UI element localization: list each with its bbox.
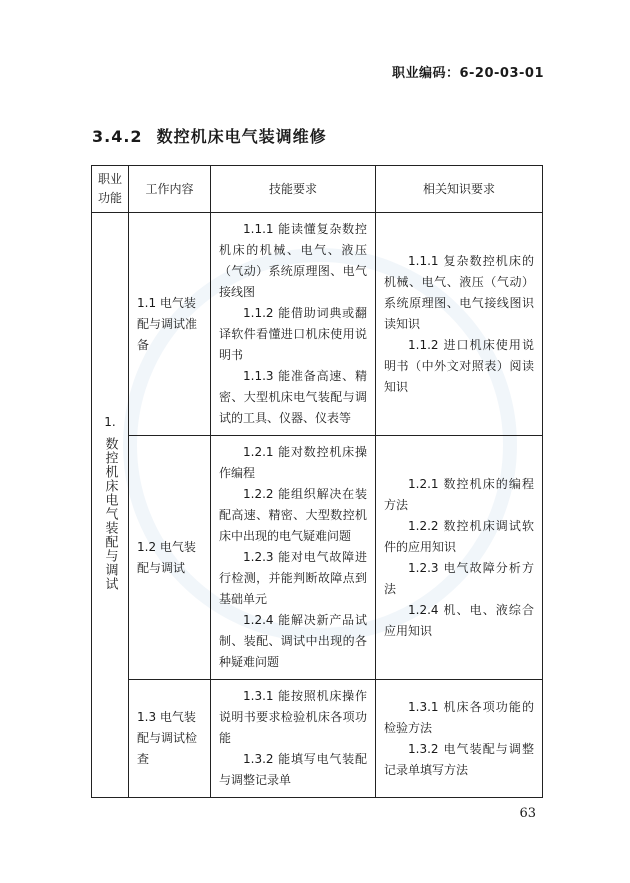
skill-item: 1.3.1 能按照机床操作说明书要求检验机床各项功能 (219, 689, 367, 745)
work-content: 1.1 电气装配与调试准备 (129, 213, 211, 436)
knowledge-cell (376, 680, 543, 798)
skill-item: 1.1.1 能读懂复杂数控机床的机械、电气、液压（气动）系统原理图、电气接线图 (219, 222, 367, 299)
header-skills: 技能要求 (211, 166, 376, 213)
skill-item: 1.2.1 能对数控机床操作编程 (219, 445, 367, 480)
table-row (92, 213, 543, 436)
skill-item: 1.2.3 能对电气故障进行检测，并能判断故障点到基础单元 (219, 550, 367, 606)
knowledge-item: 1.1.1 复杂数控机床的机械、电气、液压（气动）系统原理图、电气接线图识读知识 (384, 253, 534, 331)
function-cell (92, 213, 129, 798)
knowledge-item: 1.2.3 电气故障分析方法 (384, 560, 534, 596)
section-number: 3.4.2 (92, 127, 143, 146)
page-number: 63 (519, 806, 536, 821)
table-row (92, 436, 543, 680)
knowledge-cell (376, 436, 543, 680)
skill-item: 1.1.2 能借助词典或翻译软件看懂进口机床使用说明书 (219, 306, 367, 362)
skill-item: 1.3.2 能填写电气装配与调整记录单 (219, 752, 367, 787)
skills-cell (211, 213, 376, 436)
knowledge-item: 1.2.1 数控机床的编程方法 (384, 476, 534, 512)
header-knowledge: 相关知识要求 (376, 166, 543, 213)
knowledge-item: 1.1.2 进口机床使用说明书（中外文对照表）阅读知识 (384, 337, 534, 394)
work-content: 1.3 电气装配与调试检查 (129, 680, 211, 798)
section-heading (92, 124, 327, 147)
skills-cell (211, 680, 376, 798)
table-row (92, 680, 543, 798)
skills-cell (211, 436, 376, 680)
knowledge-item: 1.2.2 数控机床调试软件的应用知识 (384, 518, 534, 554)
knowledge-item: 1.3.2 电气装配与调整记录单填写方法 (384, 741, 534, 777)
knowledge-item: 1.3.1 机床各项功能的检验方法 (384, 699, 534, 735)
function-name: 数控机床电气装配与调试 (102, 437, 118, 591)
skill-item: 1.2.4 能解决新产品试制、装配、调试中出现的各种疑难问题 (219, 613, 367, 669)
skill-item: 1.2.2 能组织解决在装配高速、精密、大型数控机床中出现的电气疑难问题 (219, 487, 367, 543)
function-number: 1. (104, 415, 116, 429)
knowledge-cell (376, 213, 543, 436)
table-header-row (92, 166, 543, 213)
occupation-code: 职业编码：6-20-03-01 (391, 66, 544, 81)
header-function: 职业 功能 (92, 166, 129, 213)
header-content: 工作内容 (129, 166, 211, 213)
skill-item: 1.1.3 能准备高速、精密、大型机床电气装配与调试的工具、仪器、仪表等 (219, 369, 367, 425)
section-title-text: 数控机床电气装调维修 (156, 127, 327, 146)
knowledge-item: 1.2.4 机、电、液综合应用知识 (384, 602, 534, 638)
work-content: 1.2 电气装配与调试 (129, 436, 211, 680)
competency-table (91, 165, 543, 798)
